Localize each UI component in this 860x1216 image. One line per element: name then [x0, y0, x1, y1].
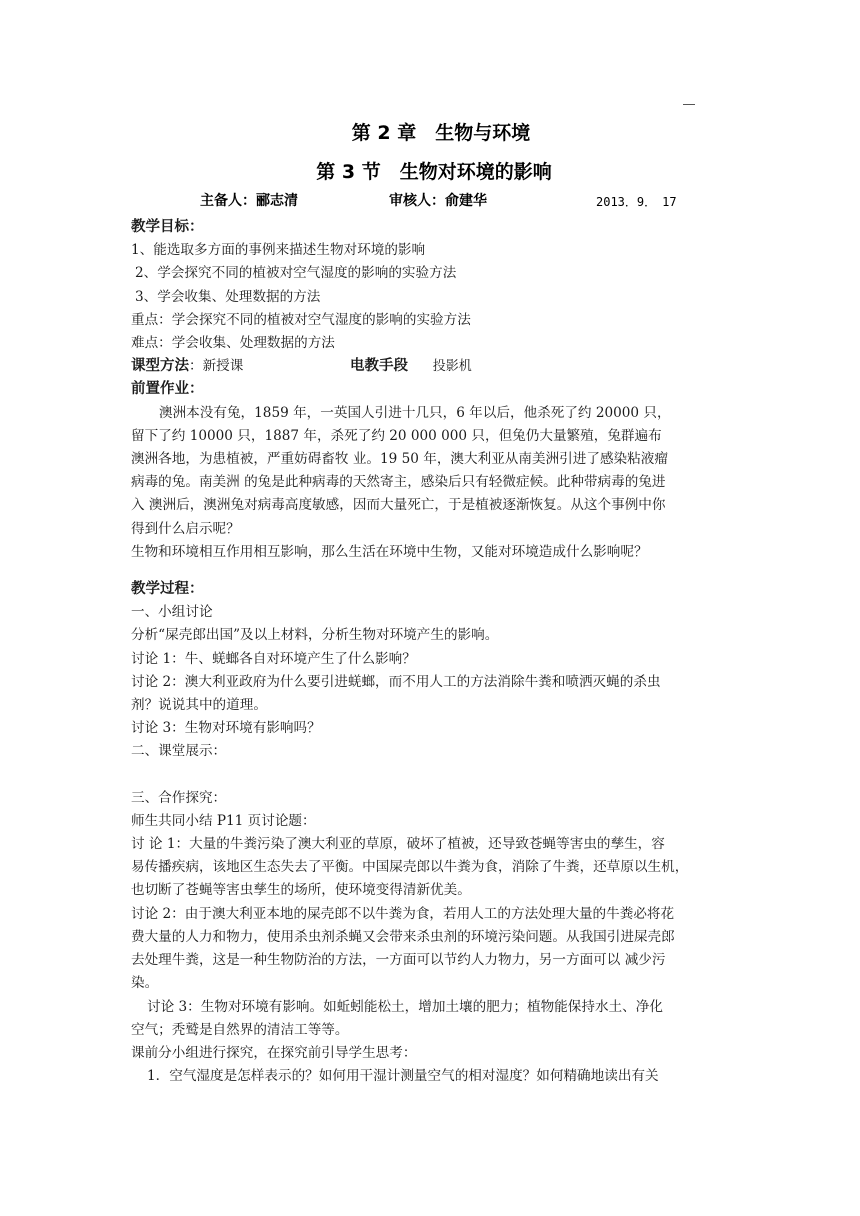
- reviewer: 审核人：俞建华: [389, 193, 487, 209]
- part1-line: 剂？说说其中的道理。: [131, 697, 267, 714]
- part3-line: 师生共同小结 P11 页讨论题：: [131, 812, 316, 829]
- date: 2013．9． 17: [596, 195, 677, 209]
- preparer: 主备人：郦志清: [200, 193, 298, 209]
- prework-line: 澳洲各地，为患植被，严重妨碍畜牧 业。19 50 年，澳大利亚从南美洲引进了感染粘液瘤: [131, 451, 668, 468]
- part3-line: 课前分小组进行探究，在探究前引导学生思考：: [131, 1044, 417, 1061]
- media-label: 电教手段: [350, 358, 409, 375]
- part3-line: 费大量的人力和物力，使用杀虫剂杀蝇又会带来杀虫剂的环境污染问题。从我国引进屎壳郎: [131, 928, 675, 945]
- goals-heading: 教学目标：: [131, 219, 204, 235]
- part3-line: 空气；秃鹫是自然界的清洁工等等。: [131, 1021, 349, 1038]
- part3-title: 三、合作探究：: [131, 789, 227, 806]
- goal-item: 2、学会探究不同的植被对空气湿度的影响的实验方法: [135, 265, 457, 282]
- header-mark: [683, 104, 695, 105]
- part3-line: 讨论 2：由于澳大利亚本地的屎壳郎不以牛粪为食，若用人工的方法处理大量的牛粪必将花: [131, 905, 675, 922]
- media-value: 投影机: [432, 359, 472, 375]
- prework-line: 病毒的兔。南美洲 的兔是此种病毒的天然寄主，感染后只有轻微症候。此种带病毒的兔进: [131, 474, 666, 491]
- method-row: [131, 355, 731, 378]
- part1-line: 讨论 1：牛、蜣螂各自对环境产生了什么影响？: [131, 650, 416, 667]
- method-value: 新授课: [202, 358, 244, 375]
- part3-line: 讨论 3：生物对环境有影响。如蚯蚓能松土，增加土壤的肥力；植物能保持水土、净化: [147, 998, 663, 1015]
- part3-line: 也切断了苍蝇等害虫孳生的场所，使环境变得清新优美。: [131, 882, 471, 899]
- part3-line: 去处理牛粪，这是一种生物防治的方法，一方面可以节约人力物力，另一方面可以 减少污: [131, 952, 666, 969]
- part1-line: 讨论 2：澳大利亚政府为什么要引进蜣螂，而不用人工的方法消除牛粪和喷洒灭蝇的杀虫: [131, 673, 661, 690]
- key-point: 重点：学会探究不同的植被对空气湿度的影响的实验方法: [131, 311, 471, 328]
- method-colon: ：: [189, 358, 203, 375]
- prework-line: 留下了约 10000 只，1887 年，杀死了约 20 000 000 只，但兔仍大量繁殖，兔群遍布: [131, 427, 662, 444]
- prework-line: 入 澳洲后，澳洲兔对病毒高度敏感，因而大量死亡，于是植被逐渐恢复。从这个事例中你: [131, 497, 666, 514]
- goal-item: 1、能选取多方面的事例来描述生物对环境的影响: [131, 242, 426, 259]
- part2-title: 二、课堂展示：: [131, 743, 227, 760]
- prework-line: 生物和环境相互作用相互影响，那么生活在环境中生物，又能对环境造成什么影响呢？: [131, 543, 648, 560]
- prework-heading: 前置作业：: [131, 381, 204, 398]
- part1-line: 讨论 3：生物对环境有影响吗？: [131, 720, 321, 737]
- part3-line: 讨 论 1：大量的牛粪污染了澳大利亚的草原，破坏了植被，还导致苍蝇等害虫的孳生，容: [131, 836, 665, 853]
- prework-line: 澳洲本没有兔，1859 年，一英国人引进十几只，6 年以后，他杀死了约 20000 只，: [159, 404, 671, 421]
- process-heading: 教学过程：: [131, 581, 204, 598]
- method-label: 课型方法: [131, 358, 189, 375]
- part1-title: 一、小组讨论: [131, 604, 213, 621]
- chapter-title: 第 2 章 生物与环境: [351, 122, 531, 144]
- part3-line: 1．空气湿度是怎样表示的？如何用干湿计测量空气的相对湿度？如何精确地读出有关: [147, 1068, 659, 1085]
- part3-line: 易传播疾病，该地区生态失去了平衡。中国屎壳郎以牛粪为食，消除了牛粪，还草原以生机，: [131, 859, 689, 876]
- prework-line: 得到什么启示呢？: [131, 520, 240, 537]
- part1-line: 分析“屎壳郎出国”及以上材料，分析生物对环境产生的影响。: [131, 627, 499, 644]
- document-body: [131, 216, 731, 1088]
- section-title: 第 3 节 生物对环境的影响: [316, 161, 552, 183]
- goal-item: 3、学会收集、处理数据的方法: [135, 288, 321, 305]
- part3-line: 染。: [131, 975, 159, 992]
- difficulty: 难点：学会收集、处理数据的方法: [131, 335, 335, 352]
